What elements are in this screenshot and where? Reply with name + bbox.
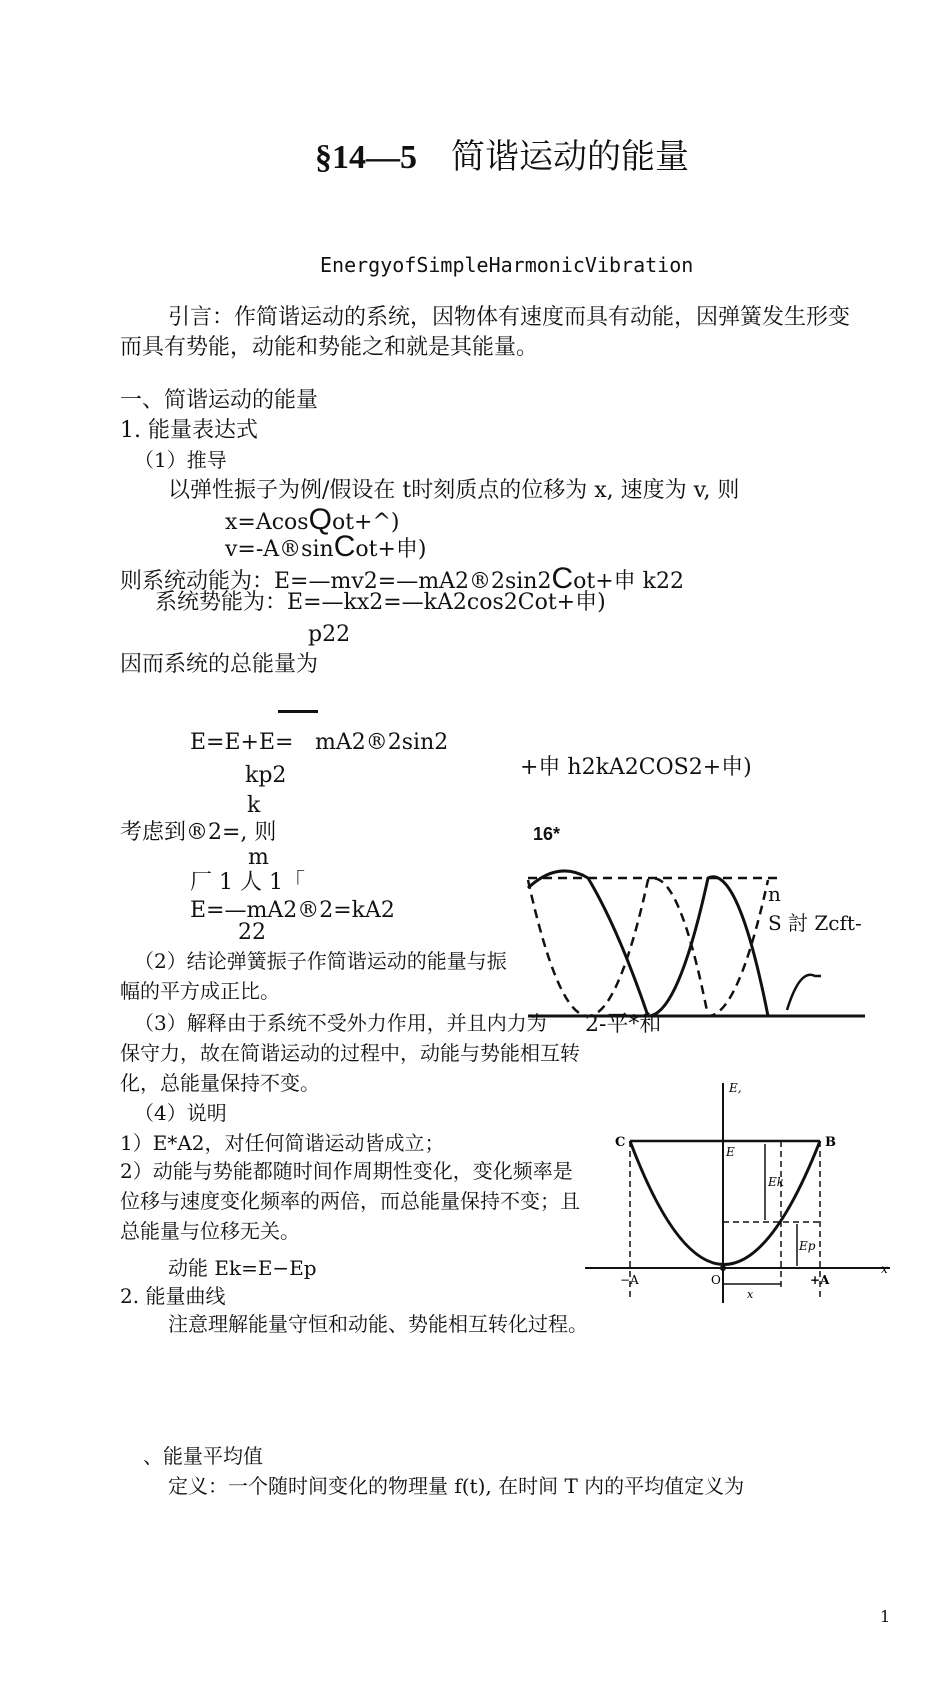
sub1-heading: （1）推导 (134, 448, 227, 472)
figure1-n: n (768, 882, 781, 906)
page-title (315, 138, 689, 177)
eq-v-head: v=-A®sin (225, 537, 334, 562)
note-2a: 2）动能与势能都随时间作周期性变化，变化频率是 (120, 1159, 573, 1183)
point-b-label: B (825, 1135, 836, 1150)
figure1-bottom-label: 2-平*和 (585, 1012, 662, 1037)
partial-curve (787, 975, 821, 1010)
eq-x-omega: Q (308, 503, 332, 536)
section2-heading: 、能量平均值 (143, 1444, 263, 1468)
consider-line: 考虑到®2=, 则 (120, 820, 277, 845)
example-line: 以弹性振子为例/假设在 t时刻质点的位移为 x, 速度为 v, 则 (168, 478, 740, 503)
subtitle: EnergyofSimpleHarmonicVibration (320, 253, 694, 277)
point-c-label: C (615, 1135, 626, 1150)
eq-v (225, 530, 426, 565)
ep-formula: E=—kx2=—kA2cos2Cot+申) (287, 590, 606, 615)
eq-x-tail: ot+^) (331, 510, 400, 535)
x-span-label: x (747, 1288, 754, 1301)
x-axis-label: x (881, 1262, 888, 1276)
intro-line-2: 而具有势能，动能和势能之和就是其能量。 (120, 335, 539, 360)
origin-point (720, 1265, 726, 1271)
fraction-bar (278, 710, 318, 714)
title-text: 简谐运动的能量 (451, 139, 689, 176)
ek-label: Ek (768, 1175, 785, 1189)
conclusion-line-2: 幅的平方成正比。 (120, 979, 280, 1003)
bracket-line: 厂 1 人 1「 (190, 870, 305, 895)
eq-x-head: x=Acos (225, 510, 309, 535)
kinetic-relation: 动能 Ek=E−Ep (168, 1256, 317, 1280)
explain-line-3: 化，总能量保持不变。 (120, 1071, 320, 1095)
section1-heading: 一、简谐运动的能量 (120, 388, 319, 413)
explain-line-1: （3）解释由于系统不受外力作用，并且内力为 (134, 1011, 547, 1035)
eq-v-omega: C (333, 530, 356, 563)
point-e-label: E (726, 1145, 735, 1159)
note-heading: （4）说明 (134, 1101, 227, 1125)
ep-subscript: p22 (308, 622, 351, 647)
conclusion-line-1: （2）结论弹簧振子作简谐运动的能量与振 (134, 949, 507, 973)
kinetic-energy-curve (528, 878, 768, 1016)
potential-energy-eq (155, 590, 606, 615)
explain-line-2: 保守力，故在简谐运动的过程中，动能与势能相互转 (120, 1041, 580, 1065)
total-energy-right: +申 h2kA2COS2+申) (520, 755, 752, 780)
k-label: k (247, 793, 261, 818)
item2-heading: 2. 能量曲线 (120, 1284, 226, 1308)
note-1: 1）E*A2，对任何简谐运动皆成立； (120, 1131, 445, 1155)
energy-time-figure (525, 868, 865, 1028)
item2-text: 注意理解能量守恒和动能、势能相互转化过程。 (168, 1312, 588, 1336)
ek-tail: ot+申 k22 (573, 569, 684, 594)
final-energy-eq: E=—mA2®2=kA2 (190, 898, 395, 923)
total-energy-label: 因而系统的总能量为 (120, 652, 319, 677)
total-energy-eq: E=E+E= (190, 730, 294, 755)
note-2b: 位移与速度变化频率的两倍，而总能量保持不变；且 (120, 1189, 580, 1213)
eq-v-tail: ot+申) (355, 537, 427, 562)
definition-line: 定义：一个随时间变化的物理量 f(t), 在时间 T 内的平均值定义为 (168, 1474, 745, 1498)
ep-label: 系统势能为： (155, 590, 288, 615)
note-2c: 总能量与位移无关。 (120, 1219, 300, 1243)
section-number: §14—5 (315, 139, 417, 176)
figure1-right-label: S 討 Zcft- (768, 911, 862, 935)
m-label: m (248, 845, 269, 870)
ek-label: 则系统动能为：E=—mv2=—mA2®2sin2 (120, 569, 552, 594)
page-number: 1 (880, 1607, 891, 1626)
kp2-label: kp2 (245, 763, 287, 788)
ey-label: E, (729, 1081, 742, 1095)
item1-heading: 1. 能量表达式 (120, 418, 258, 443)
origin-label: O (711, 1273, 721, 1287)
minus-a-label: −A (620, 1273, 639, 1287)
final-subscript: 22 (238, 920, 266, 945)
total-energy-mid: mA2®2sin2 (315, 730, 449, 755)
ep-label: Ep (799, 1239, 816, 1253)
plus-a-label: +A (810, 1273, 830, 1287)
intro-line-1: 引言：作简谐运动的系统，因物体有速度而具有动能，因弹簧发生形变 (168, 305, 851, 330)
ek-omega: C (551, 562, 574, 595)
energy-position-figure (585, 1078, 895, 1308)
potential-energy-parabola (630, 1141, 820, 1265)
figure1-label: 16* (533, 824, 561, 844)
